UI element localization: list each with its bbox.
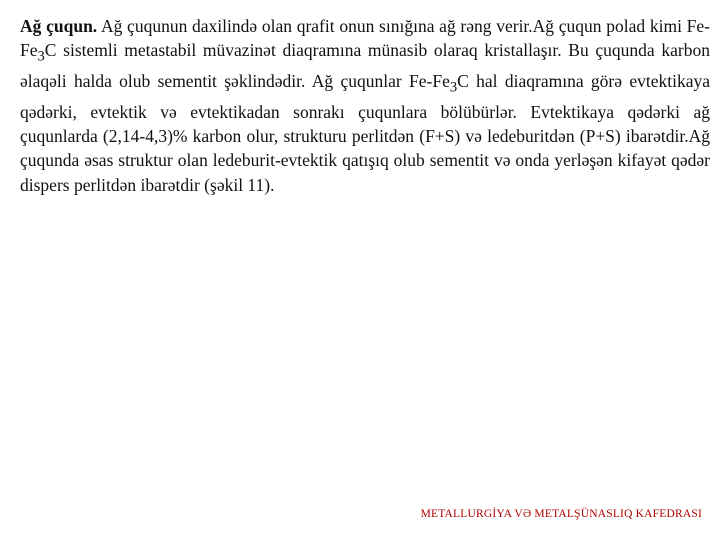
department-footer: METALLURGİYA VƏ METALŞÜNASLIQ KAFEDRASI [420,508,702,520]
body-paragraph [20,14,710,197]
paragraph-text-1: Ağ çuqunun daxilində olan qrafit onun sınığına ağ rəng verir.Ağ çuqun polad kimi Fe-Fe [20,16,710,61]
paragraph-text-3: C hal diaqramına görə evtektikaya qədərki, evtektik və evtektikadan sonrakı çuqunlara bölübürlər. Evtektikaya qədərki ağ çuqunlarda (2,14-4,3)% karbon olur, strukturu perlitdən (F+S) və ledeburitdən (P+S) ibarətdir.Ağ çuqunda əsas struktur olan ledeburit-evtektik qatışıq olub sementit və onda yerləşən kifayət qədər dispers perlitdən ibarətdir (şəkil 11). [20,71,710,195]
subscript-3-a: 3 [37,48,45,65]
subscript-3-b: 3 [449,79,458,96]
paragraph-text-2: C sistemli metastabil müvazinət diaqramına münasib olaraq kristallaşır. Bu çuqunda karbon əlaqəli halda olub sementit şəklindədir. Ağ çuqunlar Fe-Fe [20,40,710,92]
term-heading: Ağ çuqun. [20,16,98,36]
